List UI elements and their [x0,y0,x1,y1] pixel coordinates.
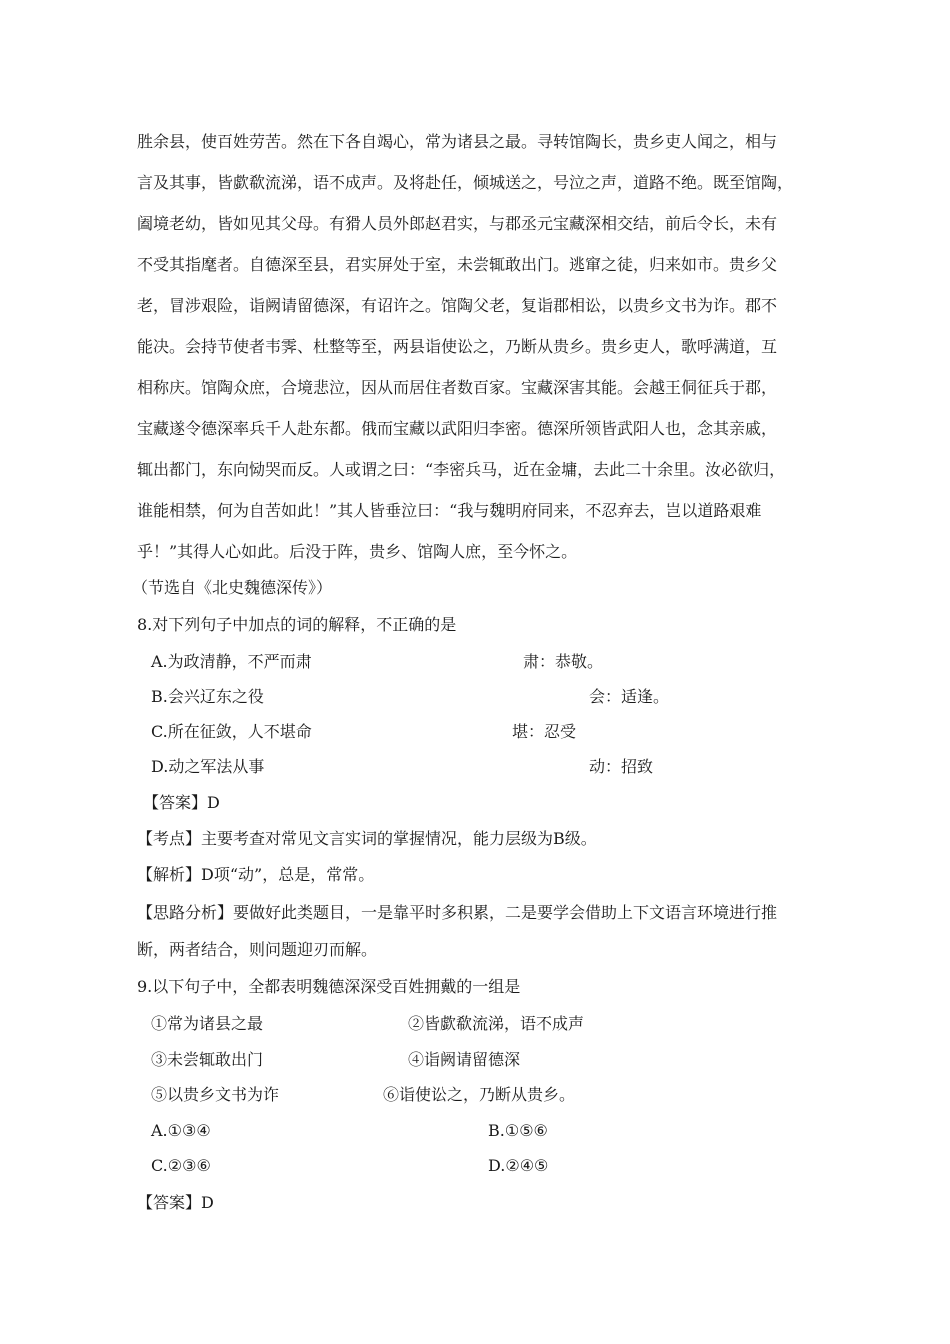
q9-choice-a: A.①③④ [151,1121,211,1140]
question-9-stem: 9.以下句子中，全都表明魏德深深受百姓拥戴的一组是 [137,977,521,996]
q8-option-c-gloss: 堪：忍受 [512,722,577,741]
passage-line: 胜余县，使百姓劳苦。然在下各自竭心，常为诸县之最。寻转馆陶长，贵乡吏人闻之，相与 [137,132,778,151]
q9-item: ②皆歔欷流涕，语不成声 [408,1014,585,1033]
q8-jiexi: 【解析】D项“动”，总是，常常。 [137,865,375,884]
q9-choice-c: C.②③⑥ [151,1156,211,1175]
passage-line: 谁能相禁，何为自苦如此！”其人皆垂泣曰：“我与魏明府同来，不忍弃去，岂以道路艰难 [137,501,762,520]
q8-option-b: B.会兴辽东之役 [151,687,264,706]
q9-item: ③未尝辄敢出门 [151,1050,264,1069]
question-8-stem: 8.对下列句子中加点的词的解释，不正确的是 [137,615,457,634]
q8-answer: 【答案】D [143,793,220,812]
q8-option-b-gloss: 会：适逢。 [589,687,670,706]
passage-line: 阖境老幼，皆如见其父母。有猾人员外郎赵君实，与郡丞元宝藏深相交结，前后令长，未有 [137,214,778,233]
q8-silu-line: 【思路分析】要做好此类题目，一是靠平时多积累，二是要学会借助上下文语言环境进行推 [137,903,778,922]
passage-line: 老，冒涉艰险，诣阙请留德深，有诏许之。馆陶父老，复诣郡相讼，以贵乡文书为诈。郡不 [137,296,778,315]
q8-kaodian: 【考点】主要考查对常见文言实词的掌握情况，能力层级为B级。 [137,829,597,848]
q8-option-d-gloss: 动：招致 [589,757,654,776]
q9-answer: 【答案】D [137,1193,214,1212]
passage-line: 相称庆。馆陶众庶，合境悲泣，因从而居住者数百家。宝藏深害其能。会越王侗征兵于郡， [137,378,778,397]
q8-option-d: D.动之军法从事 [151,757,265,776]
q9-item: ①常为诸县之最 [151,1014,264,1033]
q8-option-c: C.所在征敛，人不堪命 [151,722,312,741]
q8-option-a: A.为政清静，不严而肃 [151,652,312,671]
passage-line: 宝藏遂令德深率兵千人赴东都。俄而宝藏以武阳归李密。德深所领皆武阳人也，念其亲戚， [137,419,778,438]
passage-line: 不受其指麾者。自德深至县，君实屏处于室，未尝辄敢出门。逃窜之徒，归来如市。贵乡父 [137,255,778,274]
q8-silu-line: 断，两者结合，则问题迎刃而解。 [137,940,378,959]
passage-line: 能决。会持节使者韦霁、杜整等至，两县诣使讼之，乃断从贵乡。贵乡吏人，歌呼满道，互 [137,337,778,356]
q9-choice-d: D.②④⑤ [488,1156,549,1175]
passage-line: 乎！”其得人心如此。后没于阵，贵乡、馆陶人庶，至今怀之。 [137,542,578,561]
passage-line: 辄出都门，东向恸哭而反。人或谓之曰：“李密兵马，近在金墉，去此二十余里。汝必欲归， [137,460,786,479]
q9-item: ⑤以贵乡文书为诈 [151,1085,280,1104]
passage-line: 言及其事，皆歔欷流涕，语不成声。及将赴任，倾城送之，号泣之声，道路不绝。既至馆陶， [137,173,794,192]
passage-source: （节选自《北史魏德深传》） [132,578,333,597]
q9-item: ⑥诣使讼之，乃断从贵乡。 [383,1085,576,1104]
q9-item: ④诣阙请留德深 [408,1050,521,1069]
q9-choice-b: B.①⑤⑥ [488,1121,548,1140]
q8-option-a-gloss: 肃：恭敬。 [523,652,604,671]
